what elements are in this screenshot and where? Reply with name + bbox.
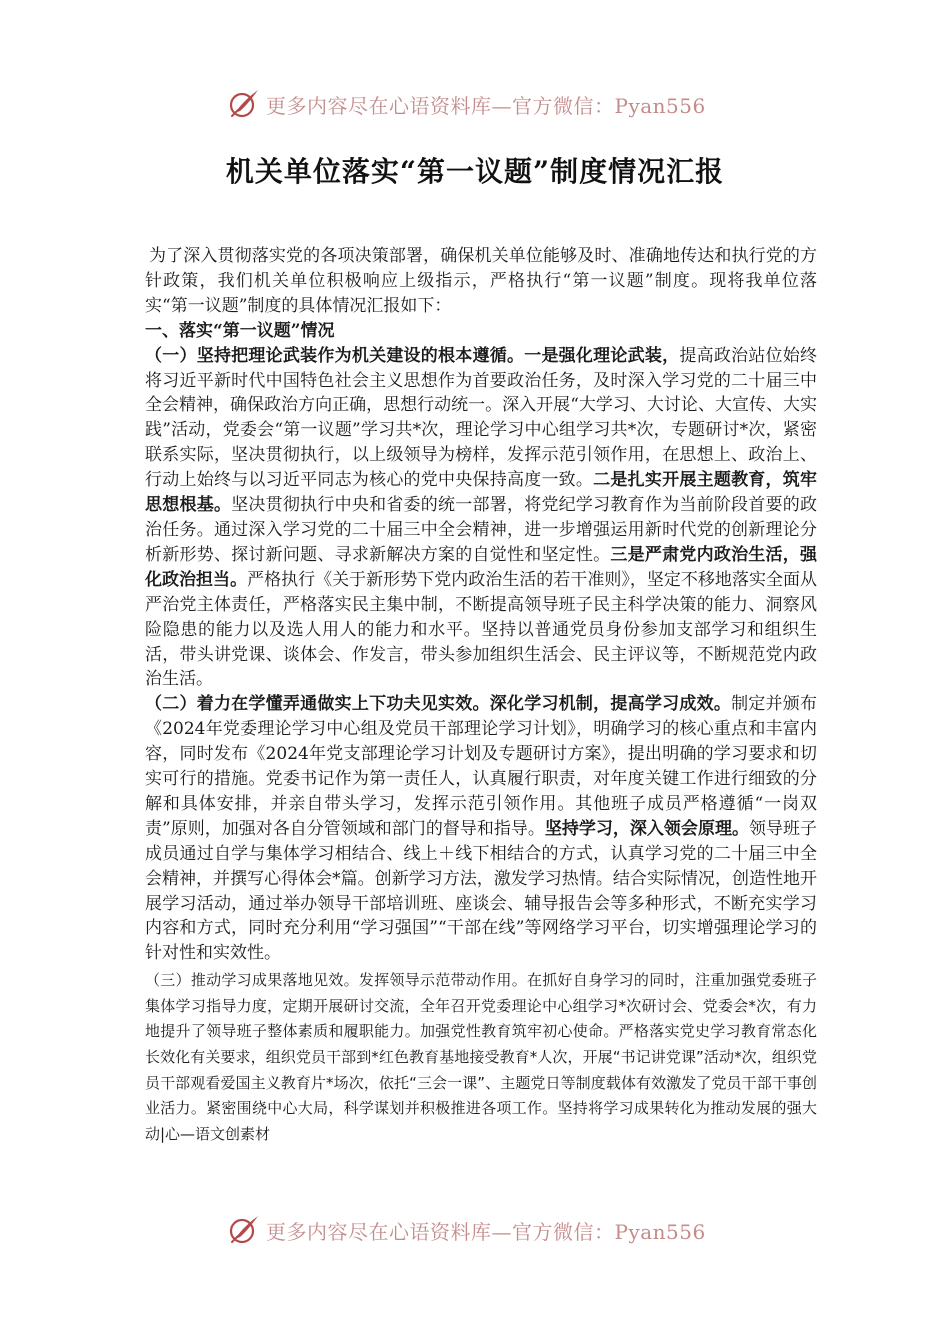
p2-text-2: 领导班子成员通过自学与集体学习相结合、线上＋线下相结合的方式，认真学习党的二十届三中全会精神，并撰写心得体会*篇。创新学习方法，激发学习热情。结合实际情况，创造性地开展学习活动，通过举办领导干部培训班、座谈会、辅导报告会等多种形式，不断充实学习内容和方式，同时充分利用“学习强国”“干部在线”等网络学习平台，切实增强理论学习的针对性和实效性。 (145, 818, 817, 964)
document-body (145, 244, 817, 1147)
p1-bold-2: 二是扎实开展主题教育，筑牢思想根基。 (145, 470, 818, 516)
p1-text-2: 坚决贯彻执行中央和省委的统一部署，将党纪学习教育作为当前阶段首要的政治任务。通过深入学习党的二十届三中全会精神，进一步增强运用新时代党的创新理论分析新形势、探讨新问题、寻求新解决方案的自觉性和坚定性。 (145, 495, 818, 565)
p1-lead: （一）坚持把理论武装作为机关建设的根本遵循。一是强化理论武装， (145, 345, 680, 366)
p1-text-1: 提高政治站位始终将习近平新时代中国特色社会主义思想作为首要政治任务，及时深入学习党的二十届三中全会精神，确保政治方向正确，思想行动统一。深入开展“大学习、大讨论、大宣传、大实践”活动，党委会“第一议题”学习共*次，理论学习中心组学习共*次，专题研讨*次，紧密联系实际，坚决贯彻执行，以上级领导为榜样，发挥示范引领作用，在思想上、政治上、行动上始终与以习近平同志为核心的党中央保持高度一致。 (145, 345, 818, 491)
paragraph-1 (145, 344, 817, 693)
p1-text-3: 严格执行《关于新形势下党内政治生活的若干准则》，坚定不移地落实全面从严治党主体责任，严格落实民主集中制，不断提高领导班子民主科学决策的能力、洞察风险隐患的能力以及选人用人的能力和水平。坚持以普通党员身份参加支部学习和组织生活，带头讲党课、谈体会、作发言，带头参加组织生活会、民主评议等，不断规范党内政治生活。 (145, 569, 817, 690)
p2-lead: （二）着力在学懂弄通做实上下功夫见实效。深化学习机制，提高学习成效。 (145, 694, 732, 715)
footer-banner[interactable] (226, 1210, 726, 1250)
p2-bold-2: 坚持学习，深入领会原理。 (544, 818, 749, 839)
section-heading: 一、落实“第一议题”情况 (145, 320, 335, 341)
paragraph-2 (145, 692, 817, 966)
quill-logo-icon (226, 1212, 262, 1248)
paragraph-3: （三）推动学习成果落地见效。发挥领导示范带动作用。在抓好自身学习的同时，注重加强党委班子集体学习指导力度，定期开展研讨交流，全年召开党委理论中心组学习*次研讨会、党委会*次，有力地提升了领导班子整体素质和履职能力。加强党性教育筑牢初心使命。严格落实党史学习教育常态化长效化有关要求，组织党员干部到*红色教育基地接受教育*人次，开展“书记讲党课”活动*次，组织党员干部观看爱国主义教育片*场次，依托“三会一课”、主题党日等制度载体有效激发了党员干部干事创业活力。紧密围绕中心大局，科学谋划并积极推进各项工作。坚持将学习成果转化为推动发展的强大动|心—语文创素材 (145, 971, 817, 1143)
banner-text: 更多内容尽在心语资料库—官方微信：Pyan556 (266, 93, 706, 118)
banner-text: 更多内容尽在心语资料库—官方微信：Pyan556 (266, 1219, 706, 1244)
p1-bold-3: 三是严肃党内政治生活，强化政治担当。 (145, 544, 818, 590)
header-banner[interactable] (226, 84, 726, 124)
p2-text-1: 制定并颁布《2024年党委理论学习中心组及党员干部理论学习计划》，明确学习的核心重点和丰富内容，同时发布《2024年党支部理论学习计划及专题研讨方案》，提出明确的学习要求和切实可行的措施。党委书记作为第一责任人，认真履行职责，对年度关键工作进行细致的分解和具体安排，并亲自带头学习，发挥示范引领作用。其他班子成员严格遵循“一岗双责”原则，加强对各自分管领域和部门的督导和指导。 (145, 694, 818, 839)
quill-logo-icon (226, 86, 262, 122)
document-title: 机关单位落实“第一议题”制度情况汇报 (225, 155, 725, 188)
intro-paragraph: 为了深入贯彻落实党的各项决策部署，确保机关单位能够及时、准确地传达和执行党的方针政策，我们机关单位积极响应上级指示，严格执行“第一议题”制度。现将我单位落实“第一议题”制度的具体情况汇报如下： (145, 246, 817, 316)
